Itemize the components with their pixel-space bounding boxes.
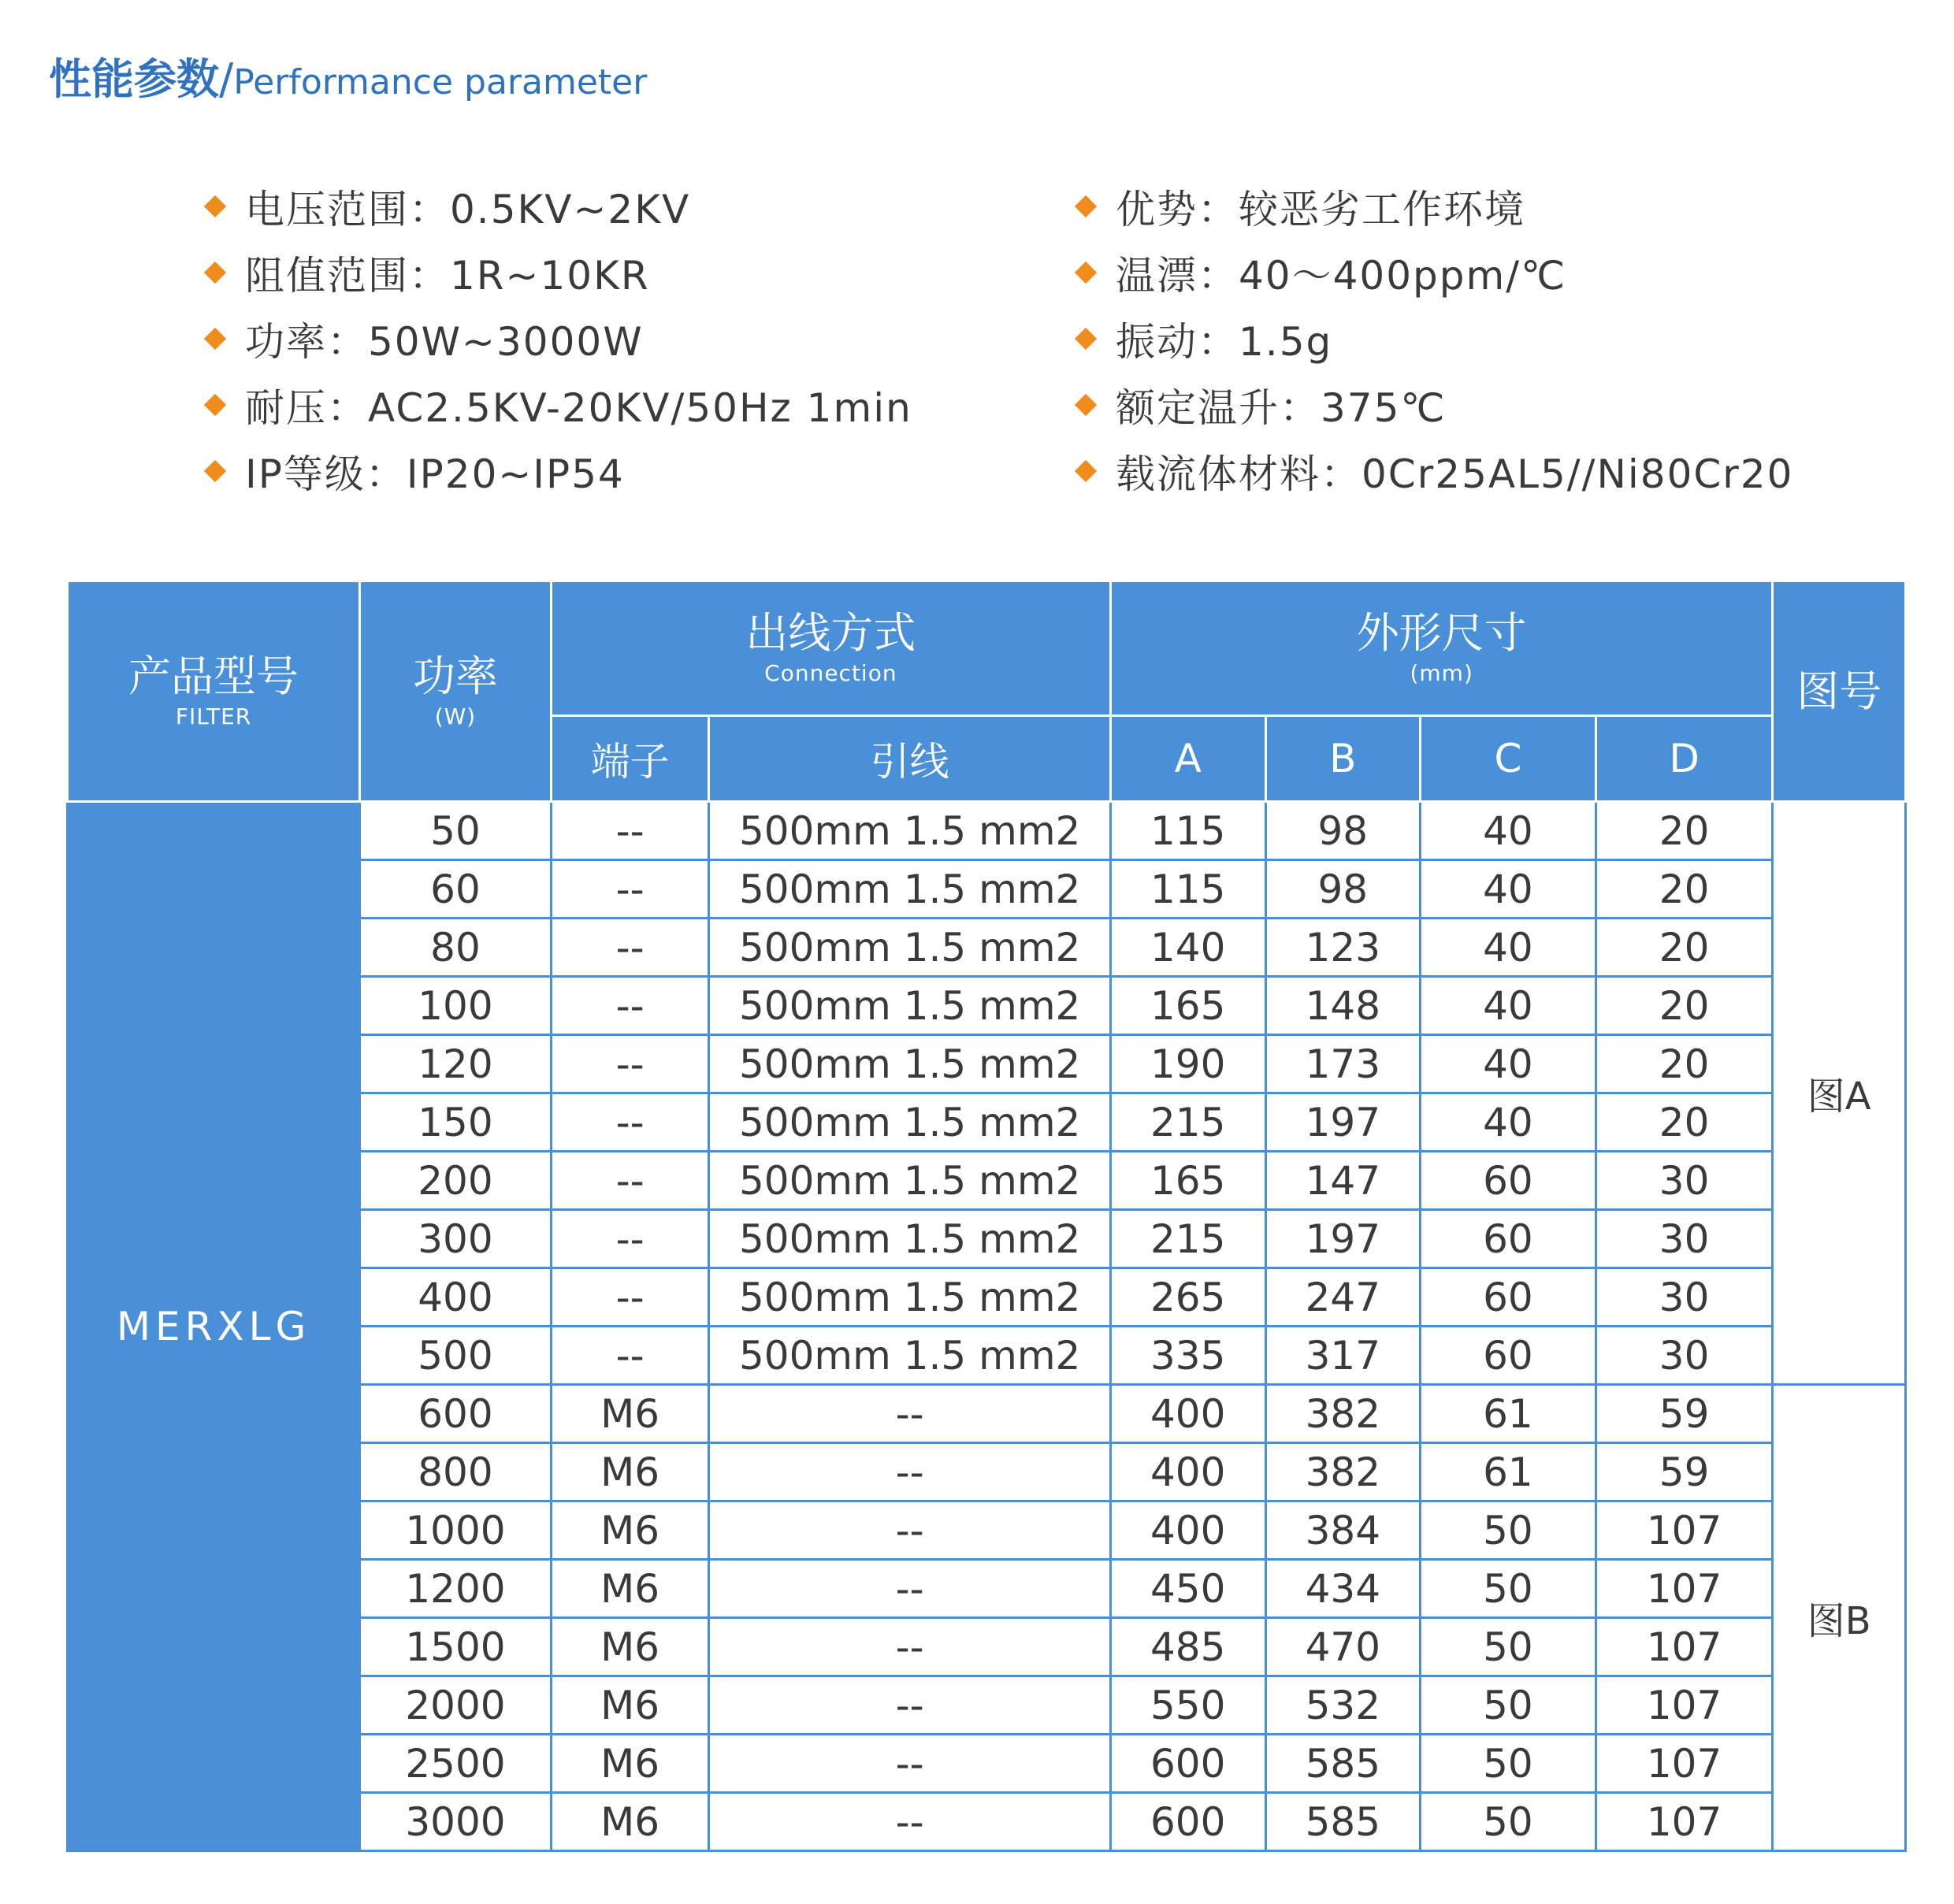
spec-text: 耐压：AC2.5KV-20KV/50Hz 1min [245, 385, 912, 431]
cell-dim-c: 40 [1421, 802, 1596, 860]
cell-dim-b: 197 [1265, 1210, 1421, 1268]
cell-power: 2000 [360, 1676, 552, 1735]
cell-lead: -- [709, 1501, 1111, 1560]
model-cell: MERXLG [68, 802, 360, 1851]
cell-dim-b: 317 [1265, 1327, 1421, 1385]
cell-dim-b: 434 [1265, 1560, 1421, 1618]
cell-dim-d: 30 [1596, 1327, 1773, 1385]
cell-dim-b: 148 [1265, 977, 1421, 1035]
cell-power: 400 [360, 1268, 552, 1327]
cell-terminal: -- [551, 919, 709, 977]
cell-dim-b: 585 [1265, 1735, 1421, 1793]
table-row [68, 802, 1906, 860]
cell-dim-d: 20 [1596, 802, 1773, 860]
cell-dim-a: 450 [1110, 1560, 1265, 1618]
header-dim-b: B [1265, 716, 1421, 802]
diamond-bullet-icon [1075, 328, 1097, 350]
cell-dim-a: 400 [1110, 1501, 1265, 1560]
cell-power: 60 [360, 860, 552, 919]
cell-power: 150 [360, 1093, 552, 1152]
spec-item [201, 438, 912, 504]
cell-dim-d: 30 [1596, 1268, 1773, 1327]
spec-text: 阻值范围：1R~10KR [245, 253, 650, 299]
cell-dim-d: 107 [1596, 1618, 1773, 1676]
cell-lead: 500mm 1.5 mm2 [709, 1268, 1111, 1327]
cell-terminal: M6 [551, 1385, 709, 1443]
spec-item [1072, 173, 1793, 239]
cell-lead: 500mm 1.5 mm2 [709, 1327, 1111, 1385]
header-dimensions-en: (mm) [1410, 660, 1473, 686]
spec-item [1072, 239, 1793, 306]
spec-item [201, 372, 912, 438]
cell-terminal: -- [551, 1152, 709, 1210]
cell-terminal: M6 [551, 1676, 709, 1735]
cell-dim-d: 20 [1596, 1093, 1773, 1152]
header-figure [1773, 581, 1906, 802]
cell-dim-b: 197 [1265, 1093, 1421, 1152]
cell-dim-d: 59 [1596, 1385, 1773, 1443]
cell-power: 1500 [360, 1618, 552, 1676]
spec-column-right [1072, 173, 1793, 504]
spec-text: 载流体材料：0Cr25AL5//Ni80Cr20 [1116, 451, 1794, 497]
spec-text: 优势：较恶劣工作环境 [1116, 187, 1525, 232]
cell-dim-a: 600 [1110, 1735, 1265, 1793]
cell-terminal: -- [551, 1210, 709, 1268]
diamond-bullet-icon [1075, 262, 1097, 284]
figure-b-cell: 图B [1773, 1385, 1906, 1851]
cell-dim-a: 215 [1110, 1210, 1265, 1268]
cell-dim-c: 50 [1421, 1501, 1596, 1560]
header-dim-d: D [1596, 716, 1773, 802]
cell-lead: -- [709, 1735, 1111, 1793]
cell-dim-b: 384 [1265, 1501, 1421, 1560]
cell-dim-b: 470 [1265, 1618, 1421, 1676]
cell-power: 600 [360, 1385, 552, 1443]
cell-lead: 500mm 1.5 mm2 [709, 977, 1111, 1035]
header-model-en: FILTER [175, 703, 252, 729]
cell-dim-c: 61 [1421, 1385, 1596, 1443]
table-header [68, 581, 1906, 802]
cell-dim-a: 115 [1110, 802, 1265, 860]
cell-power: 100 [360, 977, 552, 1035]
cell-terminal: -- [551, 977, 709, 1035]
cell-dim-d: 30 [1596, 1210, 1773, 1268]
cell-dim-d: 107 [1596, 1501, 1773, 1560]
cell-dim-c: 40 [1421, 860, 1596, 919]
cell-dim-b: 585 [1265, 1793, 1421, 1851]
header-lead: 引线 [709, 716, 1111, 802]
cell-dim-d: 107 [1596, 1735, 1773, 1793]
spec-column-left [201, 173, 912, 504]
header-power-en: (W) [434, 703, 477, 729]
spec-text: IP等级：IP20~IP54 [245, 451, 625, 497]
cell-dim-c: 50 [1421, 1735, 1596, 1793]
cell-dim-b: 382 [1265, 1385, 1421, 1443]
cell-dim-b: 532 [1265, 1676, 1421, 1735]
cell-terminal: -- [551, 860, 709, 919]
cell-dim-b: 173 [1265, 1035, 1421, 1093]
diamond-bullet-icon [1075, 460, 1097, 482]
cell-terminal: -- [551, 1268, 709, 1327]
cell-lead: 500mm 1.5 mm2 [709, 1035, 1111, 1093]
cell-terminal: M6 [551, 1443, 709, 1501]
spec-item [1072, 438, 1793, 504]
spec-text: 温漂：40～400ppm/℃ [1116, 253, 1567, 299]
page-title-separator: / [219, 54, 234, 104]
cell-power: 2500 [360, 1735, 552, 1793]
cell-terminal: -- [551, 802, 709, 860]
cell-dim-c: 60 [1421, 1327, 1596, 1385]
cell-terminal: -- [551, 1093, 709, 1152]
cell-dim-a: 400 [1110, 1443, 1265, 1501]
cell-dim-a: 485 [1110, 1618, 1265, 1676]
cell-power: 300 [360, 1210, 552, 1268]
cell-dim-b: 98 [1265, 802, 1421, 860]
spec-text: 功率：50W~3000W [245, 319, 644, 365]
cell-dim-b: 98 [1265, 860, 1421, 919]
cell-dim-c: 50 [1421, 1560, 1596, 1618]
cell-dim-a: 115 [1110, 860, 1265, 919]
header-connection-zh: 出线方式 [745, 608, 916, 658]
cell-power: 1000 [360, 1501, 552, 1560]
cell-dim-d: 20 [1596, 919, 1773, 977]
cell-lead: -- [709, 1793, 1111, 1851]
cell-terminal: M6 [551, 1560, 709, 1618]
cell-dim-c: 60 [1421, 1152, 1596, 1210]
cell-terminal: -- [551, 1327, 709, 1385]
header-figure-zh: 图号 [1796, 666, 1882, 716]
cell-dim-d: 30 [1596, 1152, 1773, 1210]
cell-dim-c: 50 [1421, 1676, 1596, 1735]
diamond-bullet-icon [204, 262, 226, 284]
cell-dim-d: 20 [1596, 1035, 1773, 1093]
cell-terminal: M6 [551, 1618, 709, 1676]
header-model-zh: 产品型号 [128, 651, 299, 701]
cell-power: 800 [360, 1443, 552, 1501]
cell-power: 1200 [360, 1560, 552, 1618]
cell-dim-c: 60 [1421, 1268, 1596, 1327]
header-dimensions-zh: 外形尺寸 [1356, 608, 1527, 658]
cell-power: 50 [360, 802, 552, 860]
cell-dim-a: 400 [1110, 1385, 1265, 1443]
spec-list [0, 173, 1954, 504]
cell-dim-d: 59 [1596, 1443, 1773, 1501]
cell-dim-a: 165 [1110, 977, 1265, 1035]
cell-dim-a: 140 [1110, 919, 1265, 977]
cell-power: 120 [360, 1035, 552, 1093]
header-connection [551, 581, 1110, 716]
diamond-bullet-icon [204, 394, 226, 416]
spec-text: 电压范围：0.5KV~2KV [245, 187, 691, 232]
cell-dim-a: 190 [1110, 1035, 1265, 1093]
cell-power: 3000 [360, 1793, 552, 1851]
cell-dim-a: 265 [1110, 1268, 1265, 1327]
cell-lead: -- [709, 1560, 1111, 1618]
cell-terminal: M6 [551, 1501, 709, 1560]
cell-dim-c: 40 [1421, 919, 1596, 977]
diamond-bullet-icon [1075, 394, 1097, 416]
header-power [360, 581, 552, 802]
cell-dim-c: 60 [1421, 1210, 1596, 1268]
cell-dim-c: 50 [1421, 1793, 1596, 1851]
header-terminal: 端子 [551, 716, 709, 802]
spec-item [201, 173, 912, 239]
cell-dim-a: 550 [1110, 1676, 1265, 1735]
cell-dim-c: 61 [1421, 1443, 1596, 1501]
cell-power: 200 [360, 1152, 552, 1210]
spec-item [1072, 306, 1793, 372]
cell-dim-c: 50 [1421, 1618, 1596, 1676]
cell-lead: 500mm 1.5 mm2 [709, 802, 1111, 860]
cell-lead: -- [709, 1443, 1111, 1501]
header-dim-c: C [1421, 716, 1596, 802]
cell-lead: 500mm 1.5 mm2 [709, 1152, 1111, 1210]
diamond-bullet-icon [1075, 195, 1097, 217]
cell-dim-a: 335 [1110, 1327, 1265, 1385]
page-title [49, 46, 647, 109]
spec-item [1072, 372, 1793, 438]
spec-item [201, 306, 912, 372]
cell-dim-c: 40 [1421, 977, 1596, 1035]
cell-dim-d: 20 [1596, 860, 1773, 919]
spec-text: 额定温升：375℃ [1116, 385, 1447, 431]
cell-dim-d: 107 [1596, 1676, 1773, 1735]
cell-power: 500 [360, 1327, 552, 1385]
spec-text: 振动：1.5g [1116, 319, 1333, 365]
cell-lead: -- [709, 1618, 1111, 1676]
header-dim-a: A [1110, 716, 1265, 802]
cell-dim-c: 40 [1421, 1035, 1596, 1093]
cell-dim-b: 147 [1265, 1152, 1421, 1210]
page-title-zh: 性能参数 [49, 54, 219, 104]
cell-lead: 500mm 1.5 mm2 [709, 860, 1111, 919]
header-power-zh: 功率 [412, 651, 498, 701]
cell-dim-d: 107 [1596, 1793, 1773, 1851]
cell-dim-b: 247 [1265, 1268, 1421, 1327]
cell-terminal: M6 [551, 1793, 709, 1851]
cell-dim-d: 107 [1596, 1560, 1773, 1618]
header-connection-en: Connection [764, 660, 897, 686]
diamond-bullet-icon [204, 195, 226, 217]
diamond-bullet-icon [204, 328, 226, 350]
cell-lead: 500mm 1.5 mm2 [709, 1210, 1111, 1268]
cell-dim-b: 382 [1265, 1443, 1421, 1501]
cell-dim-d: 20 [1596, 977, 1773, 1035]
header-model [68, 581, 360, 802]
figure-a-cell: 图A [1773, 802, 1906, 1385]
cell-dim-b: 123 [1265, 919, 1421, 977]
cell-dim-a: 600 [1110, 1793, 1265, 1851]
page-title-en: Performance parameter [233, 62, 648, 102]
spec-item [201, 239, 912, 306]
cell-lead: 500mm 1.5 mm2 [709, 1093, 1111, 1152]
cell-terminal: -- [551, 1035, 709, 1093]
cell-dim-a: 165 [1110, 1152, 1265, 1210]
cell-lead: -- [709, 1385, 1111, 1443]
cell-lead: -- [709, 1676, 1111, 1735]
cell-dim-a: 215 [1110, 1093, 1265, 1152]
diamond-bullet-icon [204, 460, 226, 482]
cell-lead: 500mm 1.5 mm2 [709, 919, 1111, 977]
table-body [68, 802, 1906, 1851]
cell-terminal: M6 [551, 1735, 709, 1793]
cell-power: 80 [360, 919, 552, 977]
performance-table [66, 580, 1907, 1852]
cell-dim-c: 40 [1421, 1093, 1596, 1152]
header-dimensions [1110, 581, 1772, 716]
